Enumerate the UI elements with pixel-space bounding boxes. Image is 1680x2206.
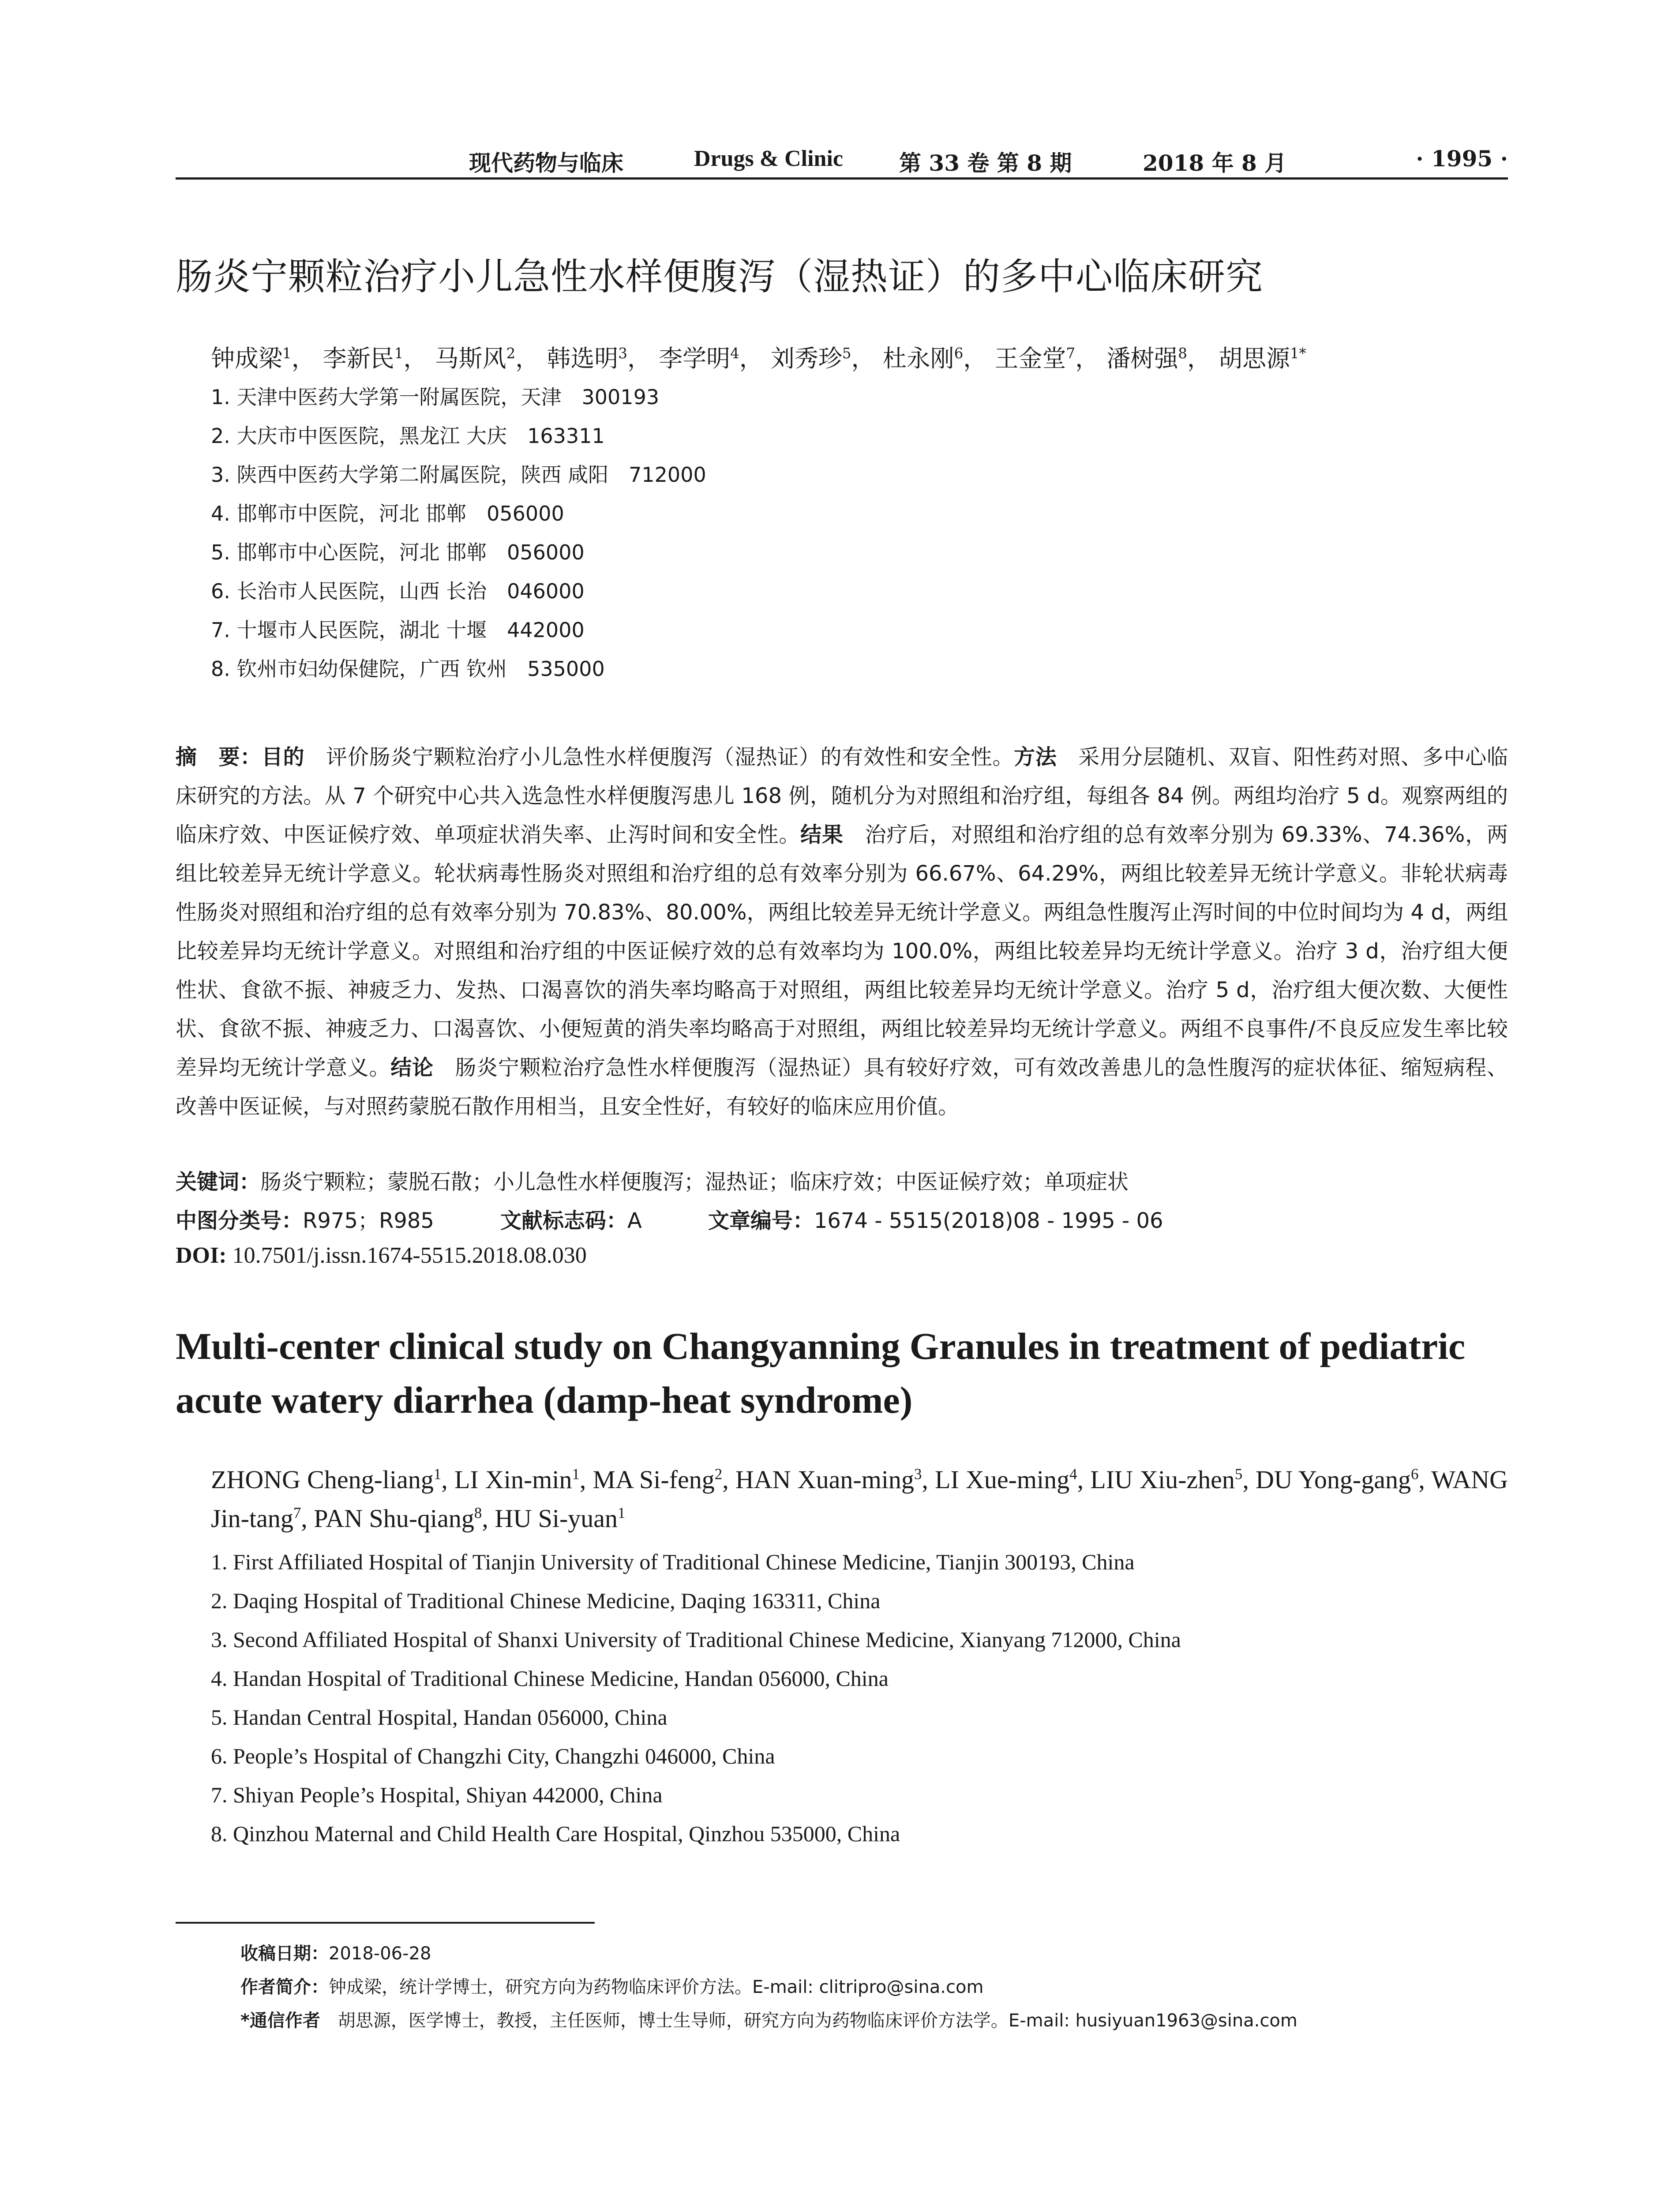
received-date: 收稿日期：2018-06-28 <box>240 1943 431 1964</box>
doi-label: DOI: <box>176 1243 227 1268</box>
clc-value: R975；R985 <box>303 1208 434 1233</box>
running-header <box>176 146 1508 176</box>
author-en: LI Xin-$\min^1$ <box>454 1465 580 1494</box>
author-cn: 李学明$^4$ <box>659 345 739 372</box>
methods-text: 采用分层随机、双盲、阳性药对照、多中心临床研究的方法。从 7 个研究中心共入选急性水样便腹泻患儿 168 例，随机分为对照组和治疗组，每组各 84 例。两组均治疗 5 d。观察两组的临床疗效、中医证候疗效、单项症状消失率、止泻时间和安全性。 <box>176 745 1508 847</box>
affiliations-chinese <box>211 384 706 694</box>
author-en: LI Xue-ming$^4$ <box>935 1465 1077 1494</box>
author-en: PAN Shu-qiang$^8$ <box>314 1504 482 1533</box>
affiliation-item: 8. 钦州市妇幼保健院，广西 钦州 535000 <box>211 657 605 681</box>
results-text: 治疗后，对照组和治疗组的总有效率分别为 69.33%、74.36%，两组比较差异无统计学意义。轮状病毒性肠炎对照组和治疗组的总有效率分别为 66.67%、64.29%，两组比较差异无统计学意义。非轮状病毒性肠炎对照组和治疗组的总有效率分别为 70.83%、80.00%，两组比较差异无统计学意义。两组急性腹泻止泻时间的中位时间均为 4 d，两组比较差异均无统计学意义。对照组和治疗组的中医证候疗效的总有效率均为 100.0%，两组比较差异均无统计学意义。治疗 3 d，治疗组大便性状、食欲不振、神疲乏力、发热、口渴喜饮的消失率均略高于对照组，两组比较差异均无统计学意义。治疗 5 d，治疗组大便次数、大便性状、食欲不振、神疲乏力、口渴喜饮、小便短黄的消失率均略高于对照组，两组比较差异均无统计学意义。两组不良事件/不良反应发生率比较差异均无统计学意义。 <box>176 822 1508 1080</box>
volume-issue: 第 33 卷 第 8 期 <box>899 150 1072 176</box>
clc-label: 中图分类号： <box>176 1208 303 1233</box>
affiliation-item: 4. Handan Hospital of Traditional Chinese Medicine, Handan 056000, China <box>211 1666 889 1691</box>
author-en: DU Yong-gang$^6$ <box>1256 1465 1419 1494</box>
affiliation-item: 2. Daqing Hospital of Traditional Chinese Medicine, Daqing 163311, China <box>211 1588 881 1613</box>
affiliation-item: 6. People’s Hospital of Changzhi City, Changzhi 046000, China <box>211 1744 775 1768</box>
journal-name-cn: 现代药物与临床 <box>469 150 623 176</box>
affiliation-item: 5. Handan Central Hospital, Handan 056000, China <box>211 1705 668 1730</box>
affiliation-item: 4. 邯郸市中医院，河北 邯郸 056000 <box>211 502 564 525</box>
author-en: ZHONG Cheng-liang$^1$ <box>211 1465 442 1494</box>
article-no-value: 1674 - 5515(2018)08 - 1995 - 06 <box>814 1208 1163 1233</box>
affiliation-item: 7. 十堰市人民医院，湖北 十堰 442000 <box>211 618 585 642</box>
author-en: MA Si-feng$^2$ <box>592 1465 723 1494</box>
author-list-chinese: 钟成梁$^1$， 李新民$^1$， 马斯风$^2$， 韩选明$^3$， 李学明$^4$， 刘秀珍$^5$， 杜永刚$^6$， 王金堂$^7$， 潘树强$^8$， 胡思源$^{1*}$ <box>211 345 1306 372</box>
keywords-text: 肠炎宁颗粒；蒙脱石散；小儿急性水样便腹泻；湿热证；临床疗效；中医证候疗效；单项症状 <box>260 1170 1129 1194</box>
doc-code-label: 文献标志码： <box>500 1208 627 1233</box>
keywords <box>176 1165 1129 1195</box>
journal-name-en: Drugs & Clinic <box>694 146 843 171</box>
article-no-label: 文章编号： <box>708 1208 814 1233</box>
author-cn: 刘秀珍$^5$ <box>770 345 851 372</box>
author-en: WANG Jin-tang$^7$ <box>211 1465 1508 1533</box>
methods-label: 方法 <box>1014 745 1057 769</box>
author-cn: 韩选明$^3$ <box>547 345 627 372</box>
author-bio: 作者简介：钟成梁，统计学博士，研究方向为药物临床评价方法。E-mail: clitripro@sina.com <box>240 1977 984 1997</box>
affiliation-item: 2. 大庆市中医医院，黑龙江 大庆 163311 <box>211 424 605 448</box>
page-number: · 1995 · <box>1416 146 1508 172</box>
title-english: Multi-center clinical study on Changyanning Granules in treatment of pediatric acute watery diarrhea (damp-heat syndrome) <box>176 1325 1466 1421</box>
author-en: HAN Xuan-ming$^3$ <box>735 1465 922 1494</box>
affiliation-item: 5. 邯郸市中心医院，河北 邯郸 056000 <box>211 540 585 564</box>
classification-line <box>176 1204 1163 1234</box>
title-chinese: 肠炎宁颗粒治疗小儿急性水样便腹泻（湿热证）的多中心临床研究 <box>176 255 1264 298</box>
footnotes <box>240 1941 1298 2042</box>
doc-code-value: A <box>627 1208 642 1233</box>
author-cn: 胡思源$^{1*}$ <box>1219 345 1306 372</box>
author-cn: 钟成梁$^1$ <box>211 345 292 372</box>
abstract <box>176 738 1508 1126</box>
doi-line <box>176 1242 587 1268</box>
abstract-label: 摘 要： <box>176 745 262 769</box>
author-cn: 李新民$^1$ <box>322 345 404 372</box>
author-cn: 王金堂$^7$ <box>994 345 1076 372</box>
author-list-english: ZHONG Cheng-liang$^1$, LI Xin-$\min^1$, MA Si-feng$^2$, HAN Xuan-ming$^3$, LI Xue-ming$^4$, LIU Xiu-zhen$^5$, DU Yong-gang$^6$, WANG Jin-tang$^7$, PAN Shu-qiang$^8$, HU Si-yuan$^1$ <box>211 1465 1508 1533</box>
affiliation-item: 1. First Affiliated Hospital of Tianjin University of Traditional Chinese Medicine, Tianjin 300193, China <box>211 1549 1135 1574</box>
footnote-divider <box>176 1922 595 1924</box>
affiliation-item: 8. Qinzhou Maternal and Child Health Care Hospital, Qinzhou 535000, China <box>211 1821 900 1846</box>
author-cn: 潘树强$^8$ <box>1106 345 1187 372</box>
corresponding-author: *通信作者 胡思源，医学博士，教授，主任医师，博士生导师，研究方向为药物临床评价方法学。E-mail: husiyuan1963@sina.com <box>240 2011 1298 2031</box>
issue-date: 2018 年 8 月 <box>1143 150 1287 176</box>
affiliation-item: 3. Second Affiliated Hospital of Shanxi University of Traditional Chinese Medicine, Xianyang 712000, China <box>211 1627 1181 1652</box>
doi-value: 10.7501/j.issn.1674-5515.2018.08.030 <box>226 1243 587 1268</box>
affiliation-item: 3. 陕西中医药大学第二附属医院，陕西 咸阳 712000 <box>211 463 706 487</box>
objective-text: 评价肠炎宁颗粒治疗小儿急性水样便腹泻（湿热证）的有效性和安全性。 <box>304 745 1014 769</box>
affiliation-item: 6. 长治市人民医院，山西 长治 046000 <box>211 579 585 603</box>
author-cn: 杜永刚$^6$ <box>882 345 964 372</box>
conclusion-text: 肠炎宁颗粒治疗急性水样便腹泻（湿热证）具有较好疗效，可有效改善患儿的急性腹泻的症状体征、缩短病程、改善中医证候，与对照药蒙脱石散作用相当，且安全性好，有较好的临床应用价值。 <box>176 1055 1508 1119</box>
header-divider <box>176 177 1508 180</box>
affiliation-item: 1. 天津中医药大学第一附属医院，天津 300193 <box>211 385 660 409</box>
author-cn: 马斯风$^2$ <box>435 345 516 372</box>
affiliation-item: 7. Shiyan People’s Hospital, Shiyan 442000, China <box>211 1782 663 1807</box>
results-label: 结果 <box>800 822 844 847</box>
keywords-label: 关键词： <box>176 1170 261 1194</box>
affiliations-english <box>211 1549 1181 1859</box>
author-en: LIU Xiu-zhen$^5$ <box>1090 1465 1243 1494</box>
author-en: HU Si-yuan$^1$ <box>495 1504 626 1533</box>
conclusion-label: 结论 <box>390 1055 434 1080</box>
objective-label: 目的 <box>261 745 305 769</box>
